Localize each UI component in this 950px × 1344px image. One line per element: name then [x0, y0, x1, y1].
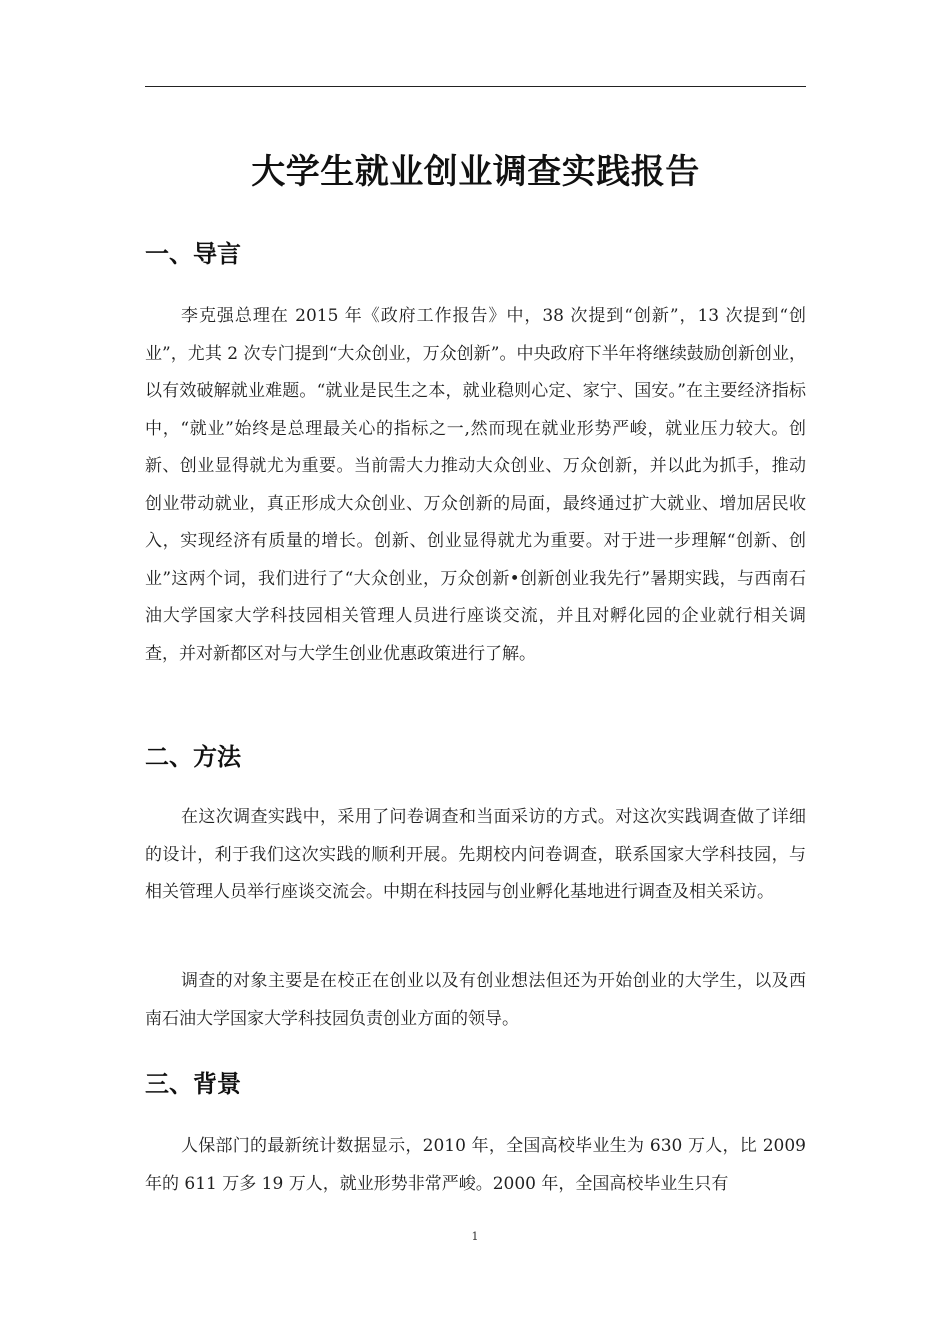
page-number: 1 — [471, 1230, 479, 1243]
section-method-body-2 — [145, 963, 806, 1038]
paragraph: 在这次调查实践中，采用了问卷调查和当面采访的方式。对这次实践调查做了详细的设计，利于我们这次实践的顺利开展。先期校内问卷调查，联系国家大学科技园，与相关管理人员举行座谈交流会。中期在科技园与创业孵化基地进行调查及相关采访。 — [145, 807, 806, 902]
section-heading-method: 二、方法 — [145, 743, 241, 771]
section-introduction — [145, 238, 806, 270]
paragraph: 调查的对象主要是在校正在创业以及有创业想法但还为开始创业的大学生，以及西南石油大学国家大学科技园负责创业方面的领导。 — [145, 971, 806, 1029]
header-rule — [145, 86, 806, 87]
section-heading-introduction: 一、导言 — [145, 240, 241, 268]
section-background-body — [145, 1128, 806, 1203]
paragraph: 人保部门的最新统计数据显示，2010 年，全国高校毕业生为 630 万人，比 2009 年的 611 万多 19 万人，就业形势非常严峻。2000 年，全国高校毕业生只有 — [145, 1136, 806, 1194]
document-title: 大学生就业创业调查实践报告 — [251, 152, 700, 192]
section-background — [145, 1068, 806, 1100]
section-method — [145, 741, 806, 773]
section-heading-background: 三、背景 — [145, 1070, 241, 1098]
section-introduction-body — [145, 298, 806, 673]
section-method-body — [145, 799, 806, 912]
paragraph: 李克强总理在 2015 年《政府工作报告》中，38 次提到“创新”，13 次提到“创业”，尤其 2 次专门提到“大众创业，万众创新”。中央政府下半年将继续鼓励创新创业，以有效破解就业难题。“就业是民生之本，就业稳则心定、家宁、国安。”在主要经济指标中，“就业”始终是总理最关心的指标之一,然而现在就业形势严峻，就业压力较大。创新、创业显得就尤为重要。当前需大力推动大众创业、万众创新，并以此为抓手，推动创业带动就业，真正形成大众创业、万众创新的局面，最终通过扩大就业、增加居民收入，实现经济有质量的增长。创新、创业显得就尤为重要。对于进一步理解“创新、创业”这两个词，我们进行了“大众创业，万众创新•创新创业我先行”暑期实践，与西南石油大学国家大学科技园相关管理人员进行座谈交流，并且对孵化园的企业就行相关调查，并对新都区对与大学生创业优惠政策进行了解。 — [145, 306, 806, 664]
